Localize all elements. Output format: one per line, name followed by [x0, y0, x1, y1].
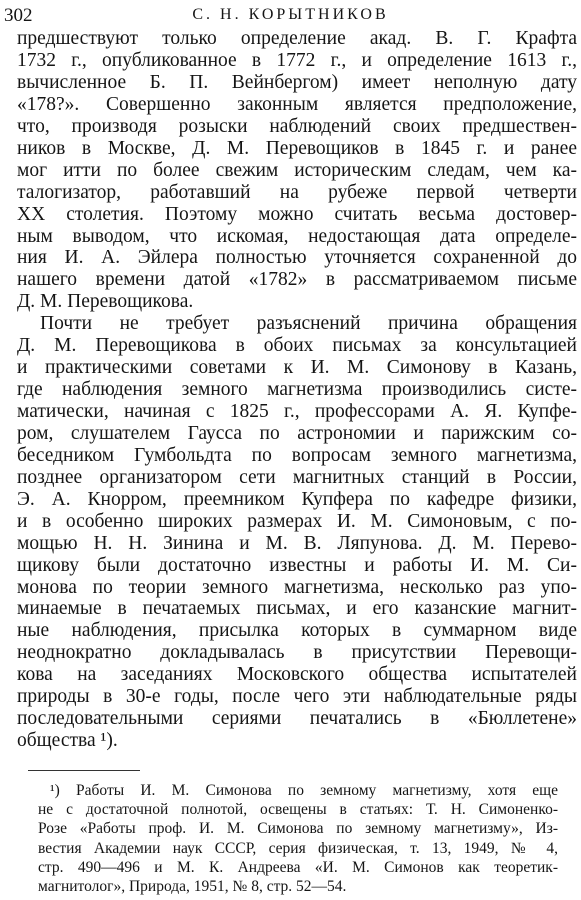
- text-line: что, производя розыски наблюдений своих предшествен-: [17, 115, 577, 137]
- text-line: нашего времени датой «1782» в рассматриваемом письме: [17, 269, 577, 291]
- text-line: талогизатор, работавший на рубеже первой четверти: [17, 181, 577, 203]
- text-line: и в особенно широких размерах И. М. Симоновым, с по-: [17, 510, 577, 532]
- text-line: вычисленное Б. П. Вейнбергом) имеет неполную дату: [17, 71, 577, 93]
- footnote-line: ¹) Работы И. М. Симонова по земному магнетизму, хотя еще: [50, 782, 558, 799]
- footnote-rule: [28, 770, 140, 771]
- text-line: неоднократно докладывалась в присутствии Перевощи-: [17, 642, 577, 664]
- text-line: позднее организатором сети магнитных станций в России,: [17, 466, 577, 488]
- text-line: ром, слушателем Гаусса по астрономии и парижским со-: [17, 422, 577, 444]
- text-line: минаемые в печатаемых письмах, и его казанские магнит-: [17, 598, 577, 620]
- text-line: 1732 г., опубликованное в 1772 г., и определение 1613 г.,: [17, 49, 577, 71]
- text-line: Д. М. Перевощикова.: [17, 291, 194, 313]
- footnote-line: стр. 490—496 и М. К. Андреева «И. М. Симонов как теоретик-: [38, 858, 558, 876]
- footnote-line: не с достаточной полнотой, освещены в статьях: Т. Н. Симоненко-: [38, 801, 558, 819]
- text-line: щикову были достаточно известны и работы И. М. Си-: [17, 554, 577, 576]
- text-line: последовательными сериями печатались в «Бюллетене»: [17, 708, 577, 730]
- text-line: мощью Н. Н. Зинина и М. В. Ляпунова. Д. М. Перево-: [17, 532, 577, 554]
- text-line: мог итти по более свежим историческим следам, чем ка-: [17, 159, 577, 181]
- text-line: ния И. А. Эйлера полностью уточняется сохраненной до: [17, 247, 577, 269]
- text-line: предшествуют только определение акад. В. Г. Крафта: [17, 28, 577, 49]
- text-line: «178?». Совершенно законным является предположение,: [17, 93, 577, 115]
- text-line: беседником Гумбольдта по вопросам земного магнетизма,: [17, 444, 577, 466]
- text-line: кова на заседаниях Московского общества испытателей: [17, 664, 577, 686]
- text-line: где наблюдения земного магнетизма производились систе-: [17, 379, 577, 400]
- text-line: ников в Москве, Д. М. Перевощиков в 1845 г. и ранее: [17, 137, 577, 159]
- text-line: Э. А. Кнорром, преемником Купфера по кафедре физики,: [17, 488, 577, 510]
- footnote-line: магнитолог», Природа, 1951, № 8, стр. 52—54.: [38, 878, 347, 895]
- text-line: монова по теории земного магнетизма, несколько раз упо-: [17, 576, 577, 598]
- text-line: Д. М. Перевощикова в обоих письмах за консультацией: [17, 335, 577, 357]
- text-line: Почти не требует разъяснений причина обращения: [40, 313, 577, 335]
- text-line: и практическими советами к И. М. Симонову в Казань,: [17, 357, 577, 379]
- text-line: ные наблюдения, присылка которых в суммарном виде: [17, 620, 577, 642]
- footnote-line: Розе «Работы проф. И. М. Симонова по земному магнетизму», Из-: [38, 820, 558, 838]
- text-line: матически, начиная с 1825 г., профессорами А. Я. Купфе-: [17, 401, 577, 422]
- text-line: XX столетия. Поэтому можно считать весьма достовер-: [17, 203, 577, 225]
- text-line: ным выводом, что искомая, недостающая дата определе-: [17, 225, 577, 247]
- text-line: природы в 30-е годы, после чего эти наблюдательные ряды: [17, 686, 577, 708]
- text-line: общества ¹).: [17, 730, 118, 752]
- page-number: 302: [4, 5, 33, 26]
- footnote-line: вестия Академии наук СССР, серия физическая, т. 13, 1949, № 4,: [38, 839, 558, 857]
- page-header: [0, 5, 581, 29]
- running-title: С. Н. КОРЫТНИКОВ: [192, 6, 389, 23]
